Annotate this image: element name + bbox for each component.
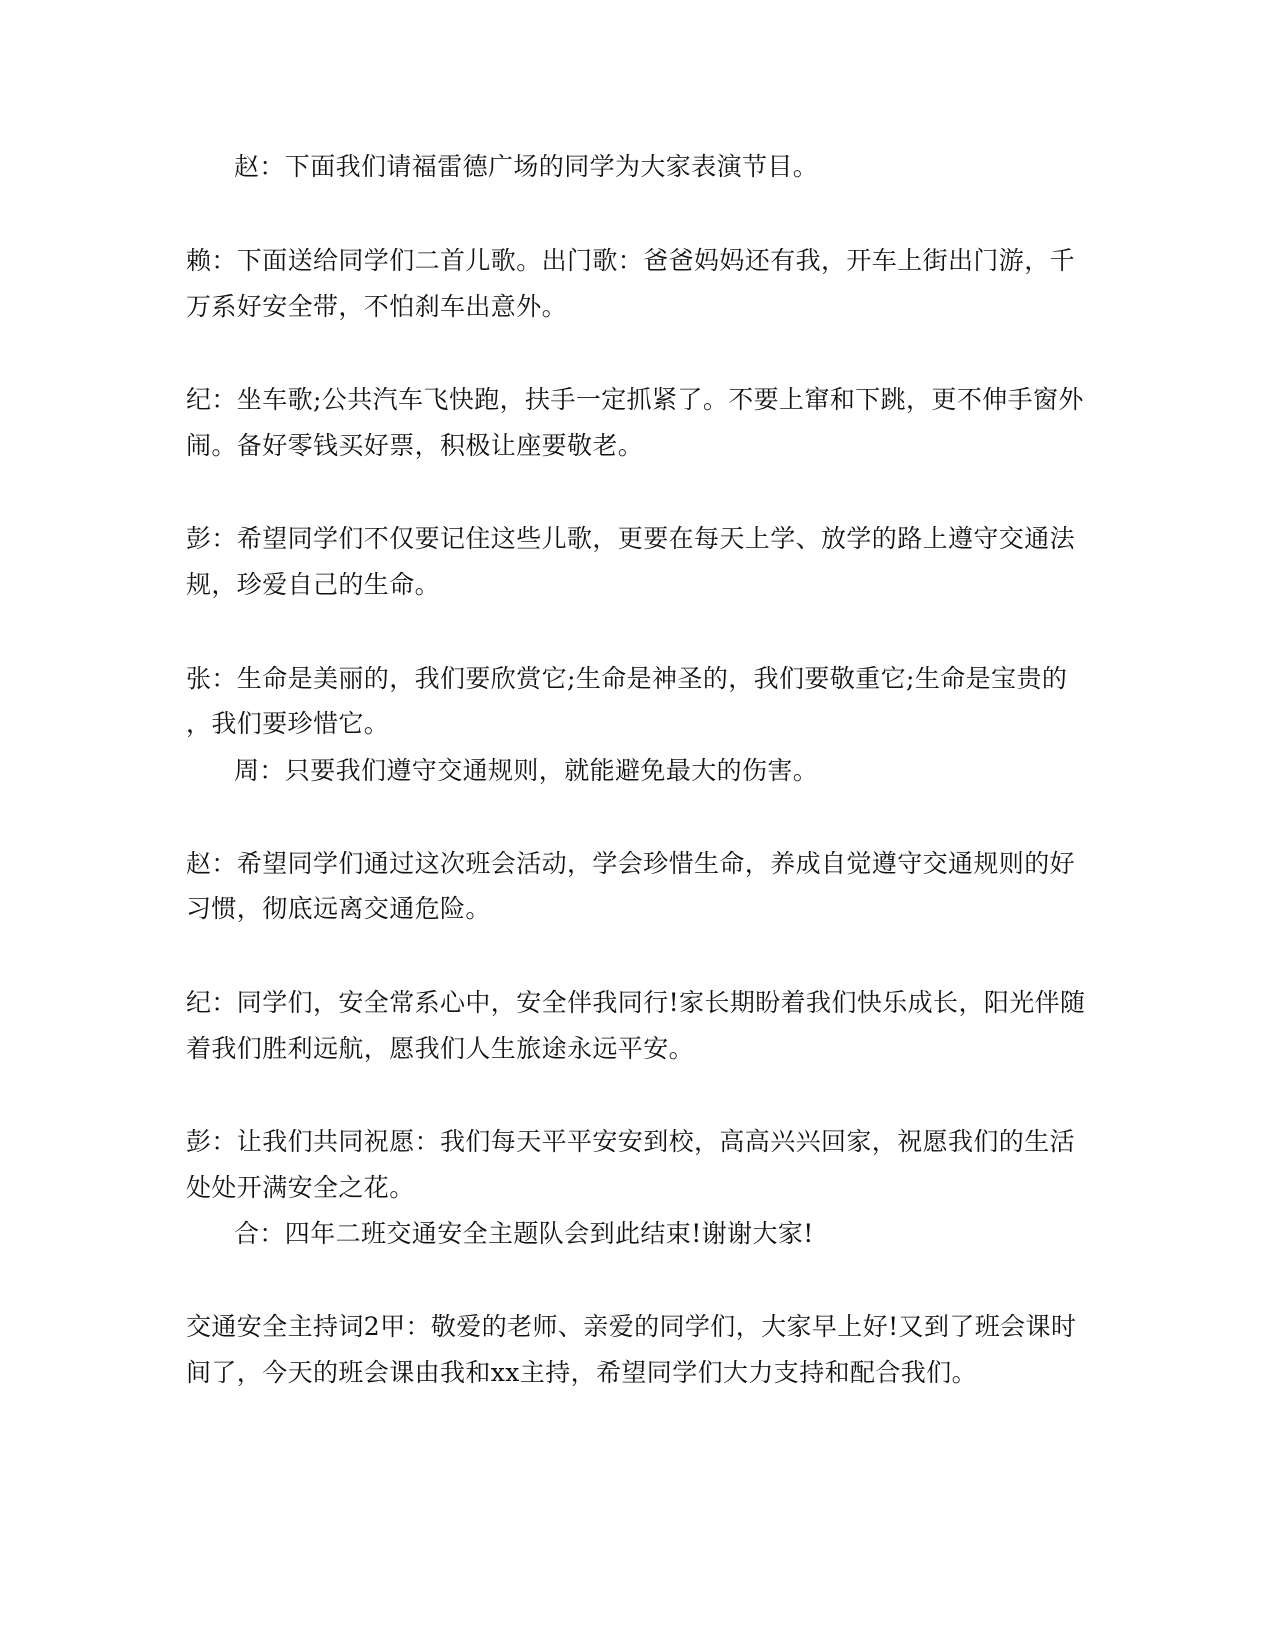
line-peng-3: 彭：让我们共同祝愿：我们每天平平安安到校，高高兴兴回家，祝愿我们的生活	[186, 1127, 1076, 1156]
line-he-1: 合：四年二班交通安全主题队会到此结束!谢谢大家!	[234, 1219, 814, 1248]
line-host-1: 交通安全主持词2甲：敬爱的老师、亲爱的同学们，大家早上好!又到了班会课时	[186, 1312, 1077, 1341]
line-lai-1: 赖：下面送给同学们二首儿歌。出门歌：爸爸妈妈还有我，开车上街出门游，千	[186, 246, 1076, 275]
line-zhou-1: 周：只要我们遵守交通规则，就能避免最大的伤害。	[234, 756, 819, 785]
line-ji-3: 纪：同学们，安全常系心中，安全伴我同行!家长期盼着我们快乐成长，阳光伴随	[186, 988, 1086, 1017]
line-zhang-1: 张：生命是美丽的，我们要欣赏它;生命是神圣的，我们要敬重它;生命是宝贵的	[186, 664, 1068, 693]
line-zhao-1: 赵：下面我们请福雷德广场的同学为大家表演节目。	[234, 152, 819, 181]
line-lai-2: 万系好安全带，不怕刹车出意外。	[186, 292, 568, 321]
line-zhang-2: ，我们要珍惜它。	[186, 709, 390, 738]
line-ji-2: 闹。备好零钱买好票，积极让座要敬老。	[186, 431, 644, 460]
line-ji-1: 纪：坐车歌;公共汽车飞快跑，扶手一定抓紧了。不要上窜和下跳，更不伸手窗外	[186, 385, 1084, 414]
line-peng-1: 彭：希望同学们不仅要记住这些儿歌，更要在每天上学、放学的路上遵守交通法	[186, 524, 1076, 553]
line-peng-4: 处处开满安全之花。	[186, 1173, 415, 1202]
line-zhao-3: 习惯，彻底远离交通危险。	[186, 894, 491, 923]
line-host-2: 间了，今天的班会课由我和xx主持，希望同学们大力支持和配合我们。	[186, 1358, 978, 1387]
line-zhao-2: 赵：希望同学们通过这次班会活动，学会珍惜生命，养成自觉遵守交通规则的好	[186, 849, 1076, 878]
line-ji-4: 着我们胜利远航，愿我们人生旅途永远平安。	[186, 1034, 695, 1063]
line-peng-2: 规，珍爱自己的生命。	[186, 570, 441, 599]
